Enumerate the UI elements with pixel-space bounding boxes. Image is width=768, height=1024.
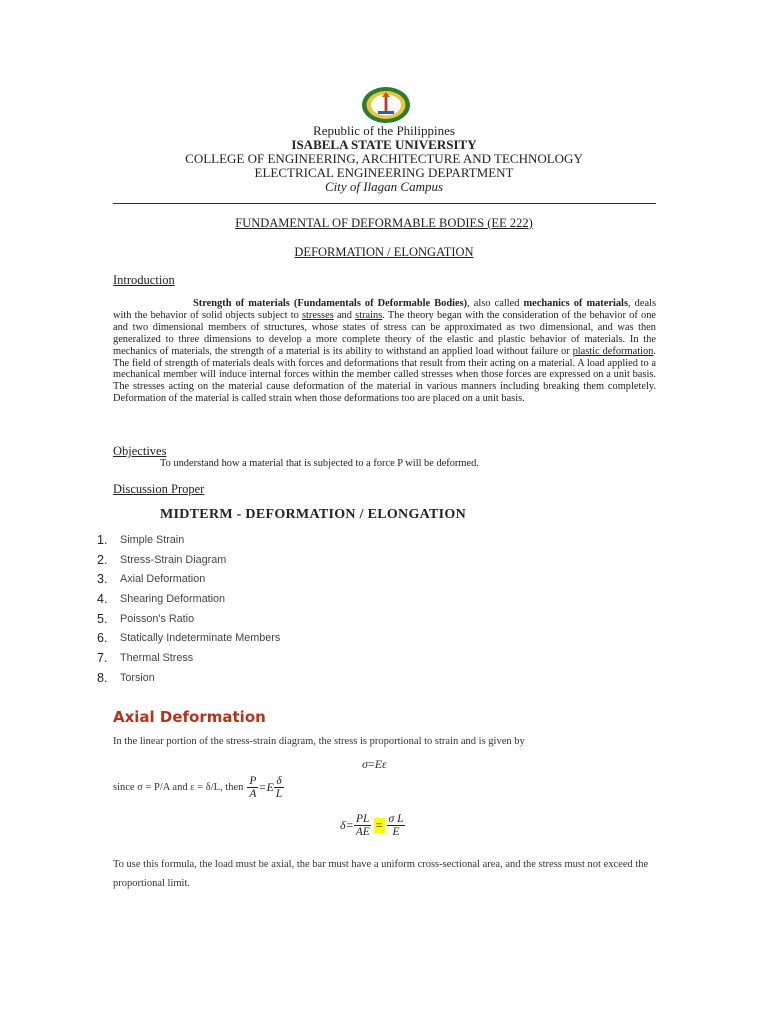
objectives-heading: Objectives: [113, 444, 167, 458]
objectives-text: To understand how a material that is subjected to a force P will be deformed.: [160, 458, 479, 469]
university-seal-logo: [361, 86, 411, 124]
since-text: since σ = P/A and ε = δ/L, then: [113, 782, 244, 793]
list-item: 4. Shearing Deformation: [97, 591, 226, 606]
midterm-title: MIDTERM - DEFORMATION / ELONGATION: [160, 507, 467, 522]
strains-link[interactable]: strains: [355, 309, 383, 321]
list-item: 5. Poisson's Ratio: [97, 611, 195, 626]
introduction-heading: Introduction: [113, 273, 175, 287]
axial-intro-text: In the linear portion of the stress-strain diagram, the stress is proportional to strain and is given by: [113, 736, 525, 747]
topic-list: [97, 530, 280, 688]
college-name: COLLEGE OF ENGINEERING, ARCHITECTURE AND TECHNOLOGY: [185, 151, 583, 166]
equation-hookes-law: σ=Eε: [362, 757, 387, 771]
header-divider: [113, 203, 656, 204]
list-item: 8. Torsion: [97, 670, 155, 685]
highlighted-equals: =: [375, 818, 383, 832]
equation-stress-strain-substitution: since σ = P/A and ε = δ/L, then $\frac{P}{A}$ =E $\frac{\delta}{L}$: [113, 775, 283, 800]
list-item: 1. Simple Strain: [97, 532, 185, 547]
discussion-heading: Discussion Proper: [113, 482, 205, 496]
introduction-paragraph: Strength of materials (Fundamentals of Deformable Bodies), also called mechanics of materials, deals with the behavior of solid objects subject to stresses and strains. The theory began with the consideration of the behavior of one and two dimensional members of structures, whose states of stress can be approximated as two dimensional, and was then generalized to three dimensions to develop a more complete theory of the elastic and plastic behavior of materials. In the mechanics of materials, the strength of a material is its ability to withstand an applied load without failure or plastic deformation. The field of strength of materials deals with forces and deformations that result from their acting on a material. A load applied to a mechanical member will induce internal forces within the member called stresses when those forces are expressed on a unit basis. The stresses acting on the material cause deformation of the material in various manners including breaking them completely. Deformation of the material is called strain when those deformations too are placed on a unit basis.: [113, 298, 657, 405]
stresses-link[interactable]: stresses: [301, 309, 334, 321]
department-name: ELECTRICAL ENGINEERING DEPARTMENT: [254, 165, 514, 180]
list-item: 7. Thermal Stress: [97, 650, 194, 665]
campus-name: City of Ilagan Campus: [324, 179, 444, 194]
intro-bold-term-1: Strength of materials (Fundamentals of Deformable Bodies): [193, 298, 468, 309]
republic-line: Republic of the Philippines: [313, 123, 455, 138]
list-item: 6. Statically Indeterminate Members: [97, 631, 281, 646]
course-title: FUNDAMENTAL OF DEFORMABLE BODIES (EE 222): [235, 216, 533, 230]
university-name: ISABELA STATE UNIVERSITY: [291, 137, 477, 152]
axial-deformation-heading: Axial Deformation: [113, 708, 266, 726]
axial-closing-text: To use this formula, the load must be axial, the bar must have a uniform cross-sectional area, and the stress must not exceed the proportional limit.: [113, 859, 649, 889]
intro-bold-term-2: mechanics of materials: [523, 298, 628, 309]
list-item: 2. Stress-Strain Diagram: [97, 552, 227, 567]
list-item: 3. Axial Deformation: [97, 572, 206, 587]
plastic-deformation-link[interactable]: plastic deformation: [572, 345, 654, 357]
topic-title: DEFORMATION / ELONGATION: [294, 245, 474, 259]
equation-axial-deformation: δ= $\frac{PL}{AE}$ = $\frac{\text{σ L}}{E}$: [340, 813, 404, 838]
